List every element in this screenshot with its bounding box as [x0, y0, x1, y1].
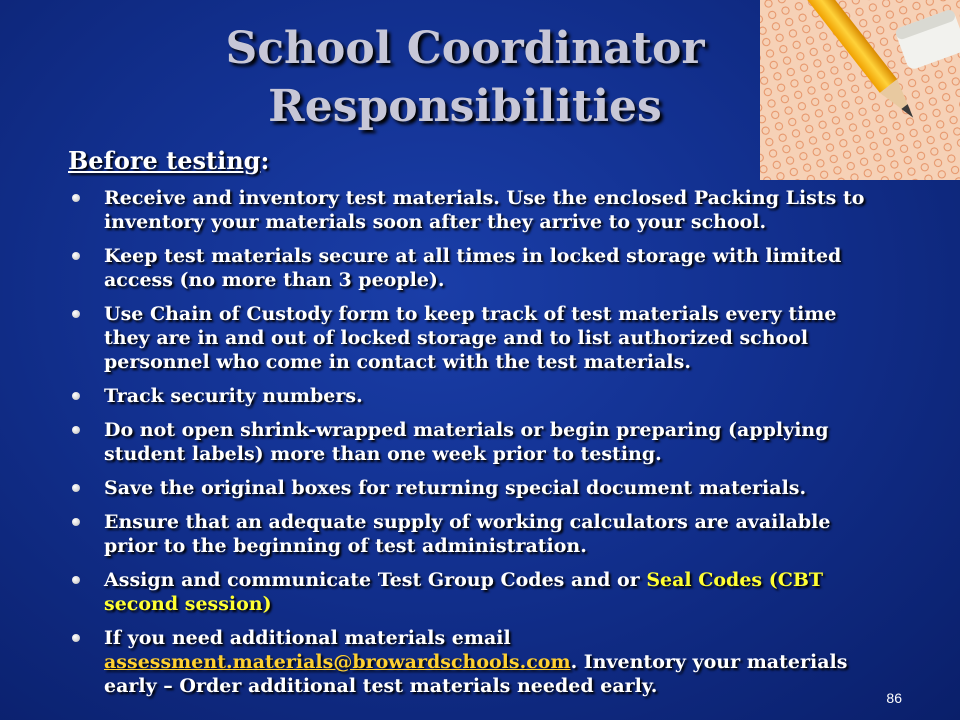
- bullet-item: [68, 186, 888, 234]
- bullet-text: Keep test materials secure at all times in locked storage with limited access (no more than 3 people).: [104, 245, 842, 291]
- bullet-dot-icon: [72, 426, 80, 434]
- section-heading-colon: :: [260, 146, 270, 175]
- bullet-item: [68, 384, 888, 408]
- section-heading: [68, 146, 269, 175]
- bullet-text-after-link: . Inventory your materials early – Order additional test materials needed early.: [104, 651, 848, 697]
- seal-codes-highlight: Seal Codes (CBT second session): [104, 569, 824, 615]
- bullet-item: [68, 568, 888, 616]
- bullet-dot-icon: [72, 252, 80, 260]
- bullet-dot-icon: [72, 634, 80, 642]
- bullet-item: [68, 510, 888, 558]
- bullet-item: [68, 418, 888, 466]
- bullet-dot-icon: [72, 518, 80, 526]
- bullet-text: Assign and communicate Test Group Codes and or: [104, 569, 647, 591]
- bullet-item: [68, 302, 888, 374]
- bullet-dot-icon: [72, 310, 80, 318]
- bullet-item: [68, 626, 888, 698]
- assessment-email-link[interactable]: assessment.materials@browardschools.com: [104, 651, 571, 673]
- bullet-list: [68, 186, 888, 708]
- bullet-dot-icon: [72, 484, 80, 492]
- bullet-text: Track security numbers.: [104, 385, 363, 407]
- bullet-dot-icon: [72, 194, 80, 202]
- slide-title-line-1: School Coordinator: [225, 23, 705, 74]
- bullet-text: Ensure that an adequate supply of working calculators are available prior to the beginning of test administration.: [104, 511, 831, 557]
- page-number: 86: [886, 690, 902, 706]
- bullet-dot-icon: [72, 576, 80, 584]
- bullet-text: Receive and inventory test materials. Use the enclosed Packing Lists to inventory your materials soon after they arrive to your school.: [104, 187, 865, 233]
- bullet-dot-icon: [72, 392, 80, 400]
- bullet-text: Use Chain of Custody form to keep track of test materials every time they are in and out of locked storage and to list authorized school personnel who come in contact with the test materials.: [104, 303, 837, 373]
- bullet-text: Do not open shrink-wrapped materials or begin preparing (applying student labels) more than one week prior to testing.: [104, 419, 829, 465]
- section-heading-text: Before testing: [68, 146, 261, 175]
- bullet-item: [68, 476, 888, 500]
- bullet-item: [68, 244, 888, 292]
- bullet-text: Save the original boxes for returning special document materials.: [104, 477, 807, 499]
- answer-sheet-pencil-photo: [760, 0, 960, 180]
- slide-title-line-2: Responsibilities: [268, 81, 662, 132]
- bullet-text: If you need additional materials email: [104, 627, 511, 649]
- slide-title: [150, 20, 780, 136]
